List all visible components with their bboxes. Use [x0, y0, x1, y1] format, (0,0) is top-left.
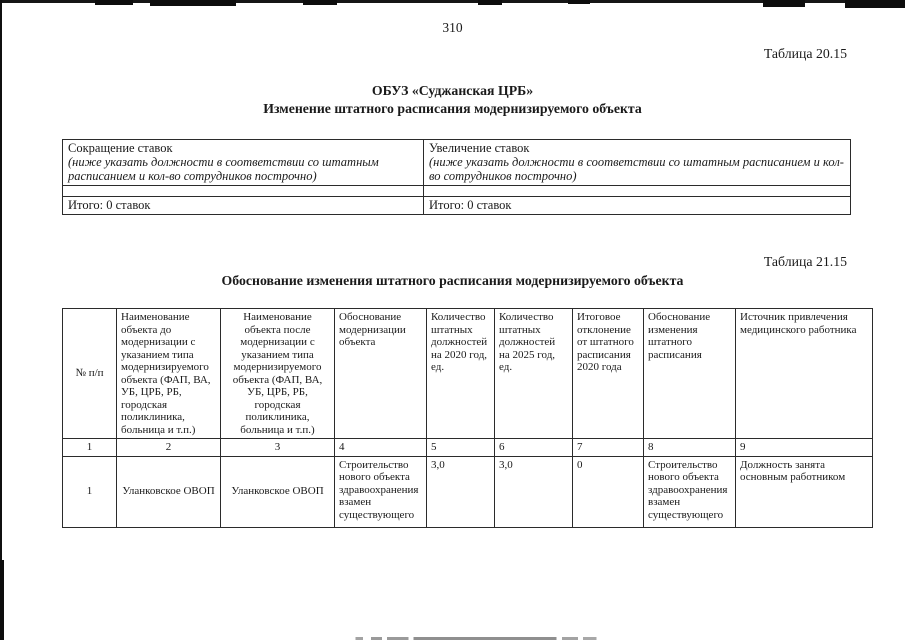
t2-cell-deviation: 0	[573, 456, 644, 527]
t2-cell-source: Должность занята основным работником	[736, 456, 873, 527]
t1-reduction-note: (ниже указать должности в соответствии со штатным расписанием и кол-во сотрудников построчно)	[68, 155, 379, 183]
table-row	[63, 197, 851, 215]
t2-colnum: 4	[335, 439, 427, 457]
t2-colnum: 5	[427, 439, 495, 457]
t1-increase-total-cell: Итого: 0 ставок	[424, 197, 851, 215]
table1-title-org: ОБУЗ «Суджанская ЦРБ»	[371, 83, 534, 98]
t2-colnum: 9	[736, 439, 873, 457]
t2-colnum: 8	[644, 439, 736, 457]
t2-cell-modernization-reason: Строительство нового объекта здравоохранения взамен существующего	[335, 456, 427, 527]
t1-reduction-title: Сокращение ставок	[68, 141, 173, 155]
t2-cell-staff-2020: 3,0	[427, 456, 495, 527]
t2-header-change-reason: Обоснование изменения штатного расписания	[644, 309, 736, 439]
t2-header-object-after: Наименование объекта после модернизации с указанием типа модернизируемого объекта (ФАП, ВА, УБ, ЦРБ, РБ, городская поликлиника, больница и т.п.)	[221, 309, 335, 439]
table-header-row	[63, 309, 873, 439]
scan-artifact-blob	[303, 0, 337, 5]
t1-reduction-empty-cell	[63, 186, 424, 197]
t2-colnum: 2	[117, 439, 221, 457]
scan-artifact-blob	[845, 0, 905, 8]
table2-caption: Таблица 21.15	[763, 254, 847, 269]
t2-header-staff-2025: Количество штатных должностей на 2025 год, ед.	[495, 309, 573, 439]
t2-header-deviation: Итоговое отклонение от штатного расписания 2020 года	[573, 309, 644, 439]
t2-cell-object-before: Уланковское ОВОП	[117, 456, 221, 527]
table-row	[63, 186, 851, 197]
page-number: 310	[442, 20, 463, 35]
justification-table	[62, 308, 873, 528]
staffing-change-table	[62, 139, 851, 215]
t1-reduction-header-cell	[63, 140, 424, 186]
table-row	[63, 140, 851, 186]
column-number-row	[63, 439, 873, 457]
scan-artifact-blob	[763, 0, 805, 7]
t2-colnum: 7	[573, 439, 644, 457]
table-row	[63, 456, 873, 527]
table1-caption: Таблица 20.15	[763, 46, 847, 61]
scan-artifact-blob	[150, 0, 236, 6]
scan-artifact-blob	[478, 0, 502, 5]
t1-increase-header-cell	[424, 140, 851, 186]
t2-colnum: 6	[495, 439, 573, 457]
table2-title: Обоснование изменения штатного расписания модернизируемого объекта	[221, 273, 684, 288]
t2-cell-num: 1	[63, 456, 117, 527]
t2-cell-change-reason: Строительство нового объекта здравоохранения взамен существующего	[644, 456, 736, 527]
t2-colnum: 1	[63, 439, 117, 457]
t2-header-modernization-reason: Обоснование модернизации объекта	[335, 309, 427, 439]
t2-header-staff-2020: Количество штатных должностей на 2020 год, ед.	[427, 309, 495, 439]
t1-increase-empty-cell	[424, 186, 851, 197]
scan-artifact-blob	[95, 0, 133, 5]
t1-increase-note: (ниже указать должности в соответствии со штатным расписанием и кол-во сотрудников построчно)	[429, 155, 844, 183]
t1-increase-title: Увеличение ставок	[429, 141, 530, 155]
t2-header-object-before: Наименование объекта до модернизации с указанием типа модернизируемого объекта (ФАП, ВА, УБ, ЦРБ, РБ, городская поликлиника, больница и т.п.)	[117, 309, 221, 439]
table1-title-text: Изменение штатного расписания модернизируемого объекта	[263, 101, 642, 116]
t2-header-num: № п/п	[63, 309, 117, 439]
t2-cell-object-after: Уланковское ОВОП	[221, 456, 335, 527]
t1-reduction-total-cell: Итого: 0 ставок	[63, 197, 424, 215]
t2-cell-staff-2025: 3,0	[495, 456, 573, 527]
t2-colnum: 3	[221, 439, 335, 457]
scan-artifact-left-edge-thick	[0, 560, 4, 640]
t2-header-source: Источник привлечения медицинского работника	[736, 309, 873, 439]
scan-artifact-blob	[568, 0, 590, 4]
